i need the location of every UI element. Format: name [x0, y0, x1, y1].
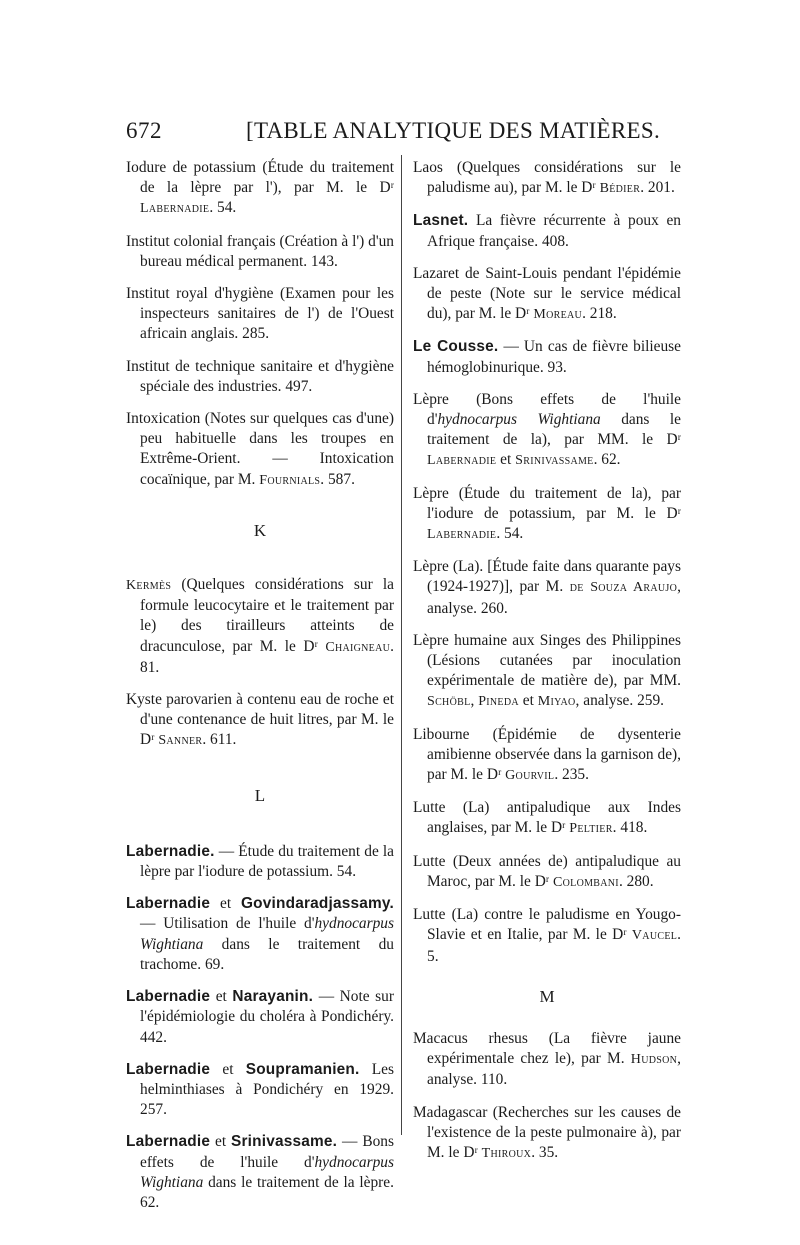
author-name: Srinivassame — [515, 453, 594, 469]
author-name: Schöbl — [427, 694, 471, 710]
running-title: [TABLE ANALYTIQUE DES MATIÈRES. — [246, 118, 661, 143]
index-entry-intoxication: Intoxication (Notes sur quelques cas d'une) peu habituelle dans les troupes en Extrême-Orient. — Intoxication cocaïnique, par M. Fournials. 587. — [126, 410, 394, 488]
index-entry-macacus: Macacus rhesus (La fièvre jaune expérimentale chez le), par M. Hudson, analyse. 110. — [413, 1029, 681, 1089]
index-entry-lasnet: Lasnet. La fièvre récurrente à poux en Afrique française. 408. — [413, 212, 681, 250]
index-entry-libourne: Libourne (Épidémie de dysenterie amibienne observée dans la garnison de), par M. le Dʳ Gourvil. 235. — [413, 725, 681, 784]
index-entry-lutte-2: Lutte (Deux années de) antipaludique au Maroc, par M. le Dʳ Colombani. 280. — [413, 852, 681, 890]
author-name: Fournials — [259, 472, 321, 488]
author-name: Sanner — [158, 733, 203, 749]
index-entry-labernadie-4: Labernadie et Soupramanien. Les helminthiases à Pondichéry en 1929. 257. — [126, 1060, 394, 1119]
author-name: Vaucel — [631, 928, 678, 944]
index-entry-kyste: Kyste parovarien à contenu eau de roche et d'une contenance de huit litres, par M. le Dʳ Sanner. 611. — [126, 691, 394, 749]
author-name: Peltier — [569, 821, 613, 837]
index-entry-iodure: Iodure de potassium (Étude du traitement de la lèpre par l'), par M. le Dʳ Labernadie. 54. — [126, 159, 394, 217]
author-name: Gourvil — [505, 768, 555, 784]
index-entry-lepre-2: Lèpre (Étude du traitement de la), par l'iodure de potassium, par M. le Dʳ Labernadie. 54. — [413, 484, 681, 543]
index-entry-labernadie-5: Labernadie et Srinivassame. — Bons effets de l'huile d'hydnocarpus Wightiana dans le traitement de la lèpre. 62. — [126, 1133, 394, 1211]
section-heading-l: L — [254, 785, 266, 805]
author-name: Moreau — [533, 307, 583, 323]
index-entry-lepre-3: Lèpre (La). [Étude faite dans quarante pays (1924-1927)], par M. de Souza Araujo, analyse. 260. — [413, 558, 681, 617]
left-column — [126, 158, 394, 1225]
author-name: Thiroux — [481, 1145, 532, 1161]
index-entry-lutte-3: Lutte (La) contre le paludisme en Yougo-Slavie et en Italie, par M. le Dʳ Vaucel. 5. — [413, 906, 681, 965]
index-entry-labernadie-2: Labernadie et Govindaradjassamy. — Utilisation de l'huile d'hydnocarpus Wightiana dans le traitement du trachome. 69. — [126, 895, 394, 973]
author-name: Labernadie — [140, 201, 210, 217]
index-entry-le-cousse: Le Cousse. — Un cas de fièvre bilieuse hémoglobinurique. 93. — [413, 338, 681, 376]
right-column — [413, 158, 681, 1176]
page-number: 672 — [126, 118, 162, 143]
index-entry-institut-royal: Institut royal d'hygiène (Examen pour les inspecteurs sanitaires de l') de l'Ouest africain anglais. 285. — [126, 285, 394, 343]
index-entry-kermes: Kermès (Quelques considérations sur la formule leucocytaire et le traitement par le) des tirailleurs atteints de dracunculose, par M. le Dʳ Chaigneau. 81. — [126, 576, 394, 676]
author-name: Bédier — [599, 181, 641, 197]
index-entry-institut-colonial: Institut colonial français (Création à l') d'un bureau médical permanent. 143. — [126, 232, 394, 270]
index-entry-labernadie-1: Labernadie. — Étude du traitement de la lèpre par l'iodure de potassium. 54. — [126, 842, 394, 881]
index-entry-institut-technique: Institut de technique sanitaire et d'hygiène spéciale des industries. 497. — [126, 357, 394, 395]
index-entry-lepre-4: Lèpre humaine aux Singes des Philippines (Lésions cutanées par inoculation expérimentale de matière de), par MM. Schöbl, Pineda et Miyao, analyse. 259. — [413, 631, 681, 710]
page-header — [0, 118, 800, 158]
section-heading-k: K — [253, 520, 267, 540]
author-name: Chaigneau — [325, 639, 391, 655]
index-entry-laos: Laos (Quelques considérations sur le paludisme au), par M. le Dʳ Bédier. 201. — [413, 159, 681, 197]
author-name: Labernadie — [427, 453, 497, 469]
index-entry-madagascar: Madagascar (Recherches sur les causes de l'existence de la peste pulmonaire à), par M. le Dʳ Thiroux. 35. — [413, 1103, 681, 1161]
author-name: Labernadie — [427, 527, 497, 543]
author-name: Hudson — [630, 1052, 678, 1068]
section-heading-m: M — [539, 986, 555, 1006]
author-name: de Souza Araujo — [569, 580, 678, 596]
author-name: Colombani — [553, 874, 619, 890]
author-name: Pineda — [478, 694, 519, 710]
index-entry-lazaret: Lazaret de Saint-Louis pendant l'épidémie de peste (Note sur le service médical du), par M. le Dʳ Moreau. 218. — [413, 264, 681, 323]
column-divider — [401, 155, 402, 1135]
index-entry-lepre-1: Lèpre (Bons effets de l'huile d'hydnocarpus Wightiana dans le traitement de la), par MM. le Dʳ Labernadie et Srinivassame. 62. — [413, 390, 681, 469]
index-entry-labernadie-3: Labernadie et Narayanin. — Note sur l'épidémiologie du choléra à Pondichéry. 442. — [126, 988, 394, 1046]
author-name: Miyao — [537, 694, 576, 710]
index-entry-lutte-1: Lutte (La) antipaludique aux Indes anglaises, par M. le Dʳ Peltier. 418. — [413, 799, 681, 837]
